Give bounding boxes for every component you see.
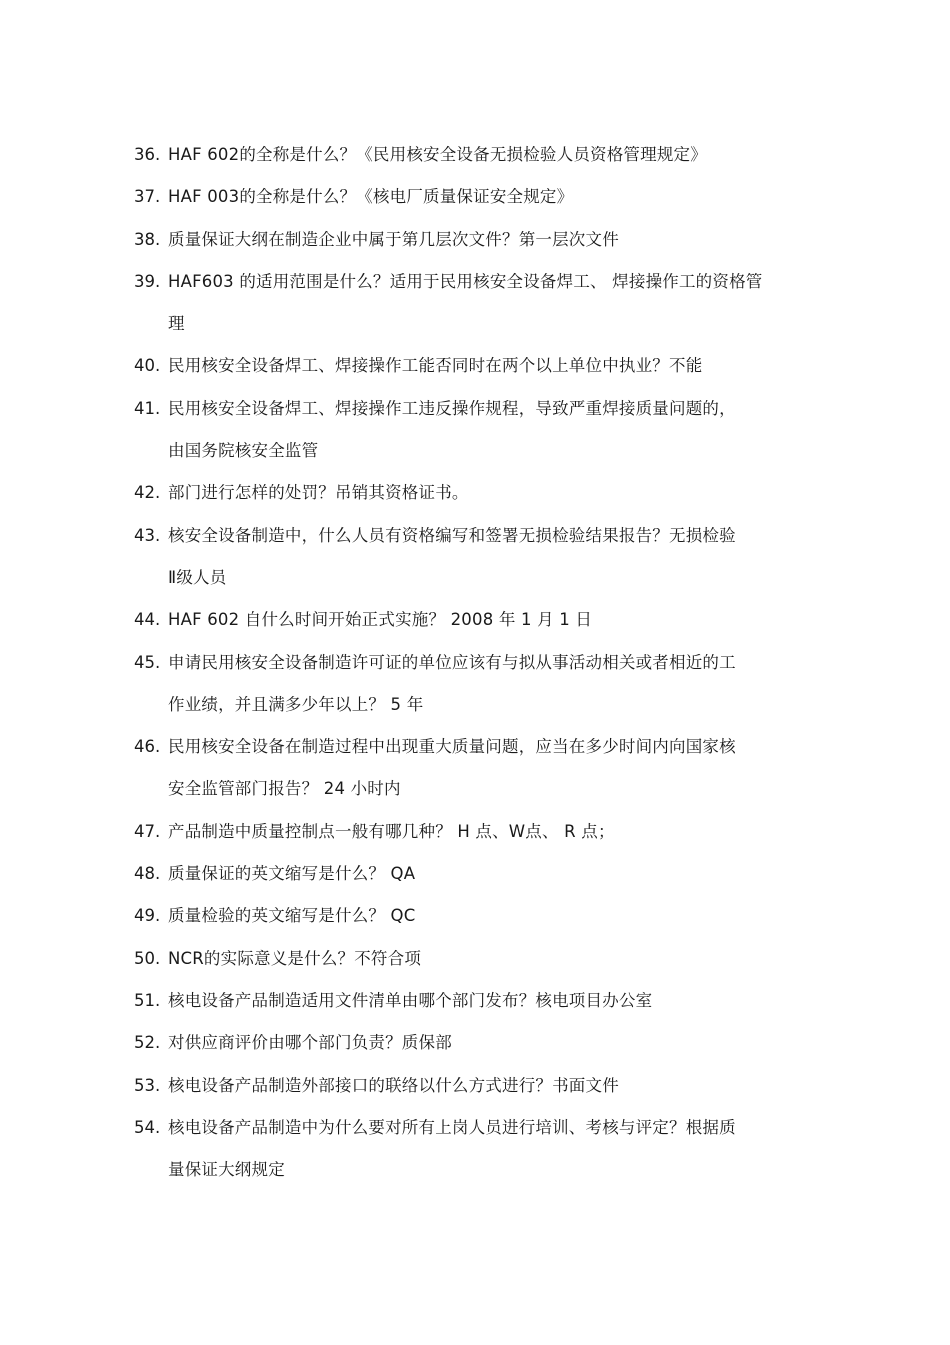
item-text bbox=[168, 388, 834, 473]
item-number: 42. bbox=[134, 483, 161, 503]
qa-item bbox=[134, 1107, 834, 1192]
qa-list bbox=[134, 134, 834, 1191]
item-text bbox=[168, 811, 834, 853]
item-text-line: 核电设备产品制造中为什么要对所有上岗人员进行培训、考核与评定？根据质 bbox=[168, 1117, 736, 1137]
item-text bbox=[168, 642, 834, 727]
item-text bbox=[168, 599, 834, 641]
item-number: 54. bbox=[134, 1117, 161, 1137]
qa-item bbox=[134, 515, 834, 600]
item-number: 53. bbox=[134, 1075, 161, 1095]
qa-item bbox=[134, 642, 834, 727]
item-number: 44. bbox=[134, 610, 161, 630]
item-text bbox=[168, 261, 834, 346]
item-text-line: 申请民用核安全设备制造许可证的单位应该有与拟从事活动相关或者相近的工 bbox=[168, 652, 736, 672]
item-text-line: HAF 602 自什么时间开始正式实施？ 2008 年 1 月 1 日 bbox=[168, 610, 593, 630]
item-number: 37. bbox=[134, 187, 161, 207]
item-number: 39. bbox=[134, 271, 161, 291]
item-number: 43. bbox=[134, 525, 161, 545]
item-text-line: 由国务院核安全监管 bbox=[168, 441, 319, 461]
item-text-line: HAF 003的全称是什么？《核电厂质量保证安全规定》 bbox=[168, 187, 574, 207]
qa-item bbox=[134, 980, 834, 1022]
item-text bbox=[168, 1107, 834, 1192]
item-text bbox=[168, 938, 834, 980]
qa-item bbox=[134, 388, 834, 473]
item-text bbox=[168, 472, 834, 514]
qa-item bbox=[134, 219, 834, 261]
qa-item bbox=[134, 176, 834, 218]
item-text bbox=[168, 176, 834, 218]
item-text-line: 产品制造中质量控制点一般有哪几种？ H 点、W点、 R 点； bbox=[168, 821, 615, 841]
qa-item bbox=[134, 726, 834, 811]
item-text-line: 民用核安全设备焊工、焊接操作工能否同时在两个以上单位中执业？不能 bbox=[168, 356, 703, 376]
item-number: 40. bbox=[134, 356, 161, 376]
item-text-line: 量保证大纲规定 bbox=[168, 1160, 285, 1180]
item-text bbox=[168, 345, 834, 387]
item-text bbox=[168, 219, 834, 261]
item-text bbox=[168, 853, 834, 895]
item-text bbox=[168, 980, 834, 1022]
item-text-line: HAF603 的适用范围是什么？适用于民用核安全设备焊工、 焊接操作工的资格管 bbox=[168, 271, 763, 291]
item-text-line: 核电设备产品制造适用文件清单由哪个部门发布？核电项目办公室 bbox=[168, 990, 653, 1010]
qa-item bbox=[134, 134, 834, 176]
item-number: 50. bbox=[134, 948, 161, 968]
item-text-line: 作业绩，并且满多少年以上？ 5 年 bbox=[168, 694, 424, 714]
item-text-line: 核安全设备制造中，什么人员有资格编写和签署无损检验结果报告？无损检验 bbox=[168, 525, 736, 545]
qa-item bbox=[134, 895, 834, 937]
item-text-line: 质量保证大纲在制造企业中属于第几层次文件？第一层次文件 bbox=[168, 229, 619, 249]
qa-item bbox=[134, 261, 834, 346]
item-number: 46. bbox=[134, 737, 161, 757]
qa-item bbox=[134, 345, 834, 387]
item-number: 38. bbox=[134, 229, 161, 249]
item-text-line: HAF 602的全称是什么？《民用核安全设备无损检验人员资格管理规定》 bbox=[168, 145, 707, 164]
item-text bbox=[168, 515, 834, 600]
item-text-line: 民用核安全设备焊工、焊接操作工违反操作规程，导致严重焊接质量问题的， bbox=[168, 398, 736, 418]
qa-item bbox=[134, 1022, 834, 1064]
qa-item bbox=[134, 599, 834, 641]
item-number: 47. bbox=[134, 821, 161, 841]
item-number: 36. bbox=[134, 145, 161, 164]
item-text-line: 对供应商评价由哪个部门负责？质保部 bbox=[168, 1033, 452, 1053]
item-text bbox=[168, 895, 834, 937]
item-text bbox=[168, 726, 834, 811]
item-number: 49. bbox=[134, 906, 161, 926]
item-text bbox=[168, 1065, 834, 1107]
item-number: 45. bbox=[134, 652, 161, 672]
item-text-line: NCR的实际意义是什么？不符合项 bbox=[168, 948, 422, 968]
qa-item bbox=[134, 938, 834, 980]
item-number: 41. bbox=[134, 398, 161, 418]
item-number: 48. bbox=[134, 864, 161, 884]
item-text-line: 质量检验的英文缩写是什么？ QC bbox=[168, 906, 416, 926]
item-text-line: 民用核安全设备在制造过程中出现重大质量问题，应当在多少时间内向国家核 bbox=[168, 737, 736, 757]
qa-item bbox=[134, 811, 834, 853]
item-text-line: 核电设备产品制造外部接口的联络以什么方式进行？书面文件 bbox=[168, 1075, 619, 1095]
item-text bbox=[168, 134, 834, 176]
qa-item bbox=[134, 472, 834, 514]
item-text-line: 质量保证的英文缩写是什么？ QA bbox=[168, 864, 416, 884]
item-number: 51. bbox=[134, 990, 161, 1010]
item-text-line: 部门进行怎样的处罚？吊销其资格证书。 bbox=[168, 483, 469, 503]
item-text bbox=[168, 1022, 834, 1064]
item-text-line: 安全监管部门报告？ 24 小时内 bbox=[168, 779, 401, 799]
item-number: 52. bbox=[134, 1033, 161, 1053]
qa-item bbox=[134, 853, 834, 895]
item-text-line: 理 bbox=[168, 314, 185, 334]
qa-item bbox=[134, 1065, 834, 1107]
item-text-line: Ⅱ级人员 bbox=[168, 567, 227, 587]
